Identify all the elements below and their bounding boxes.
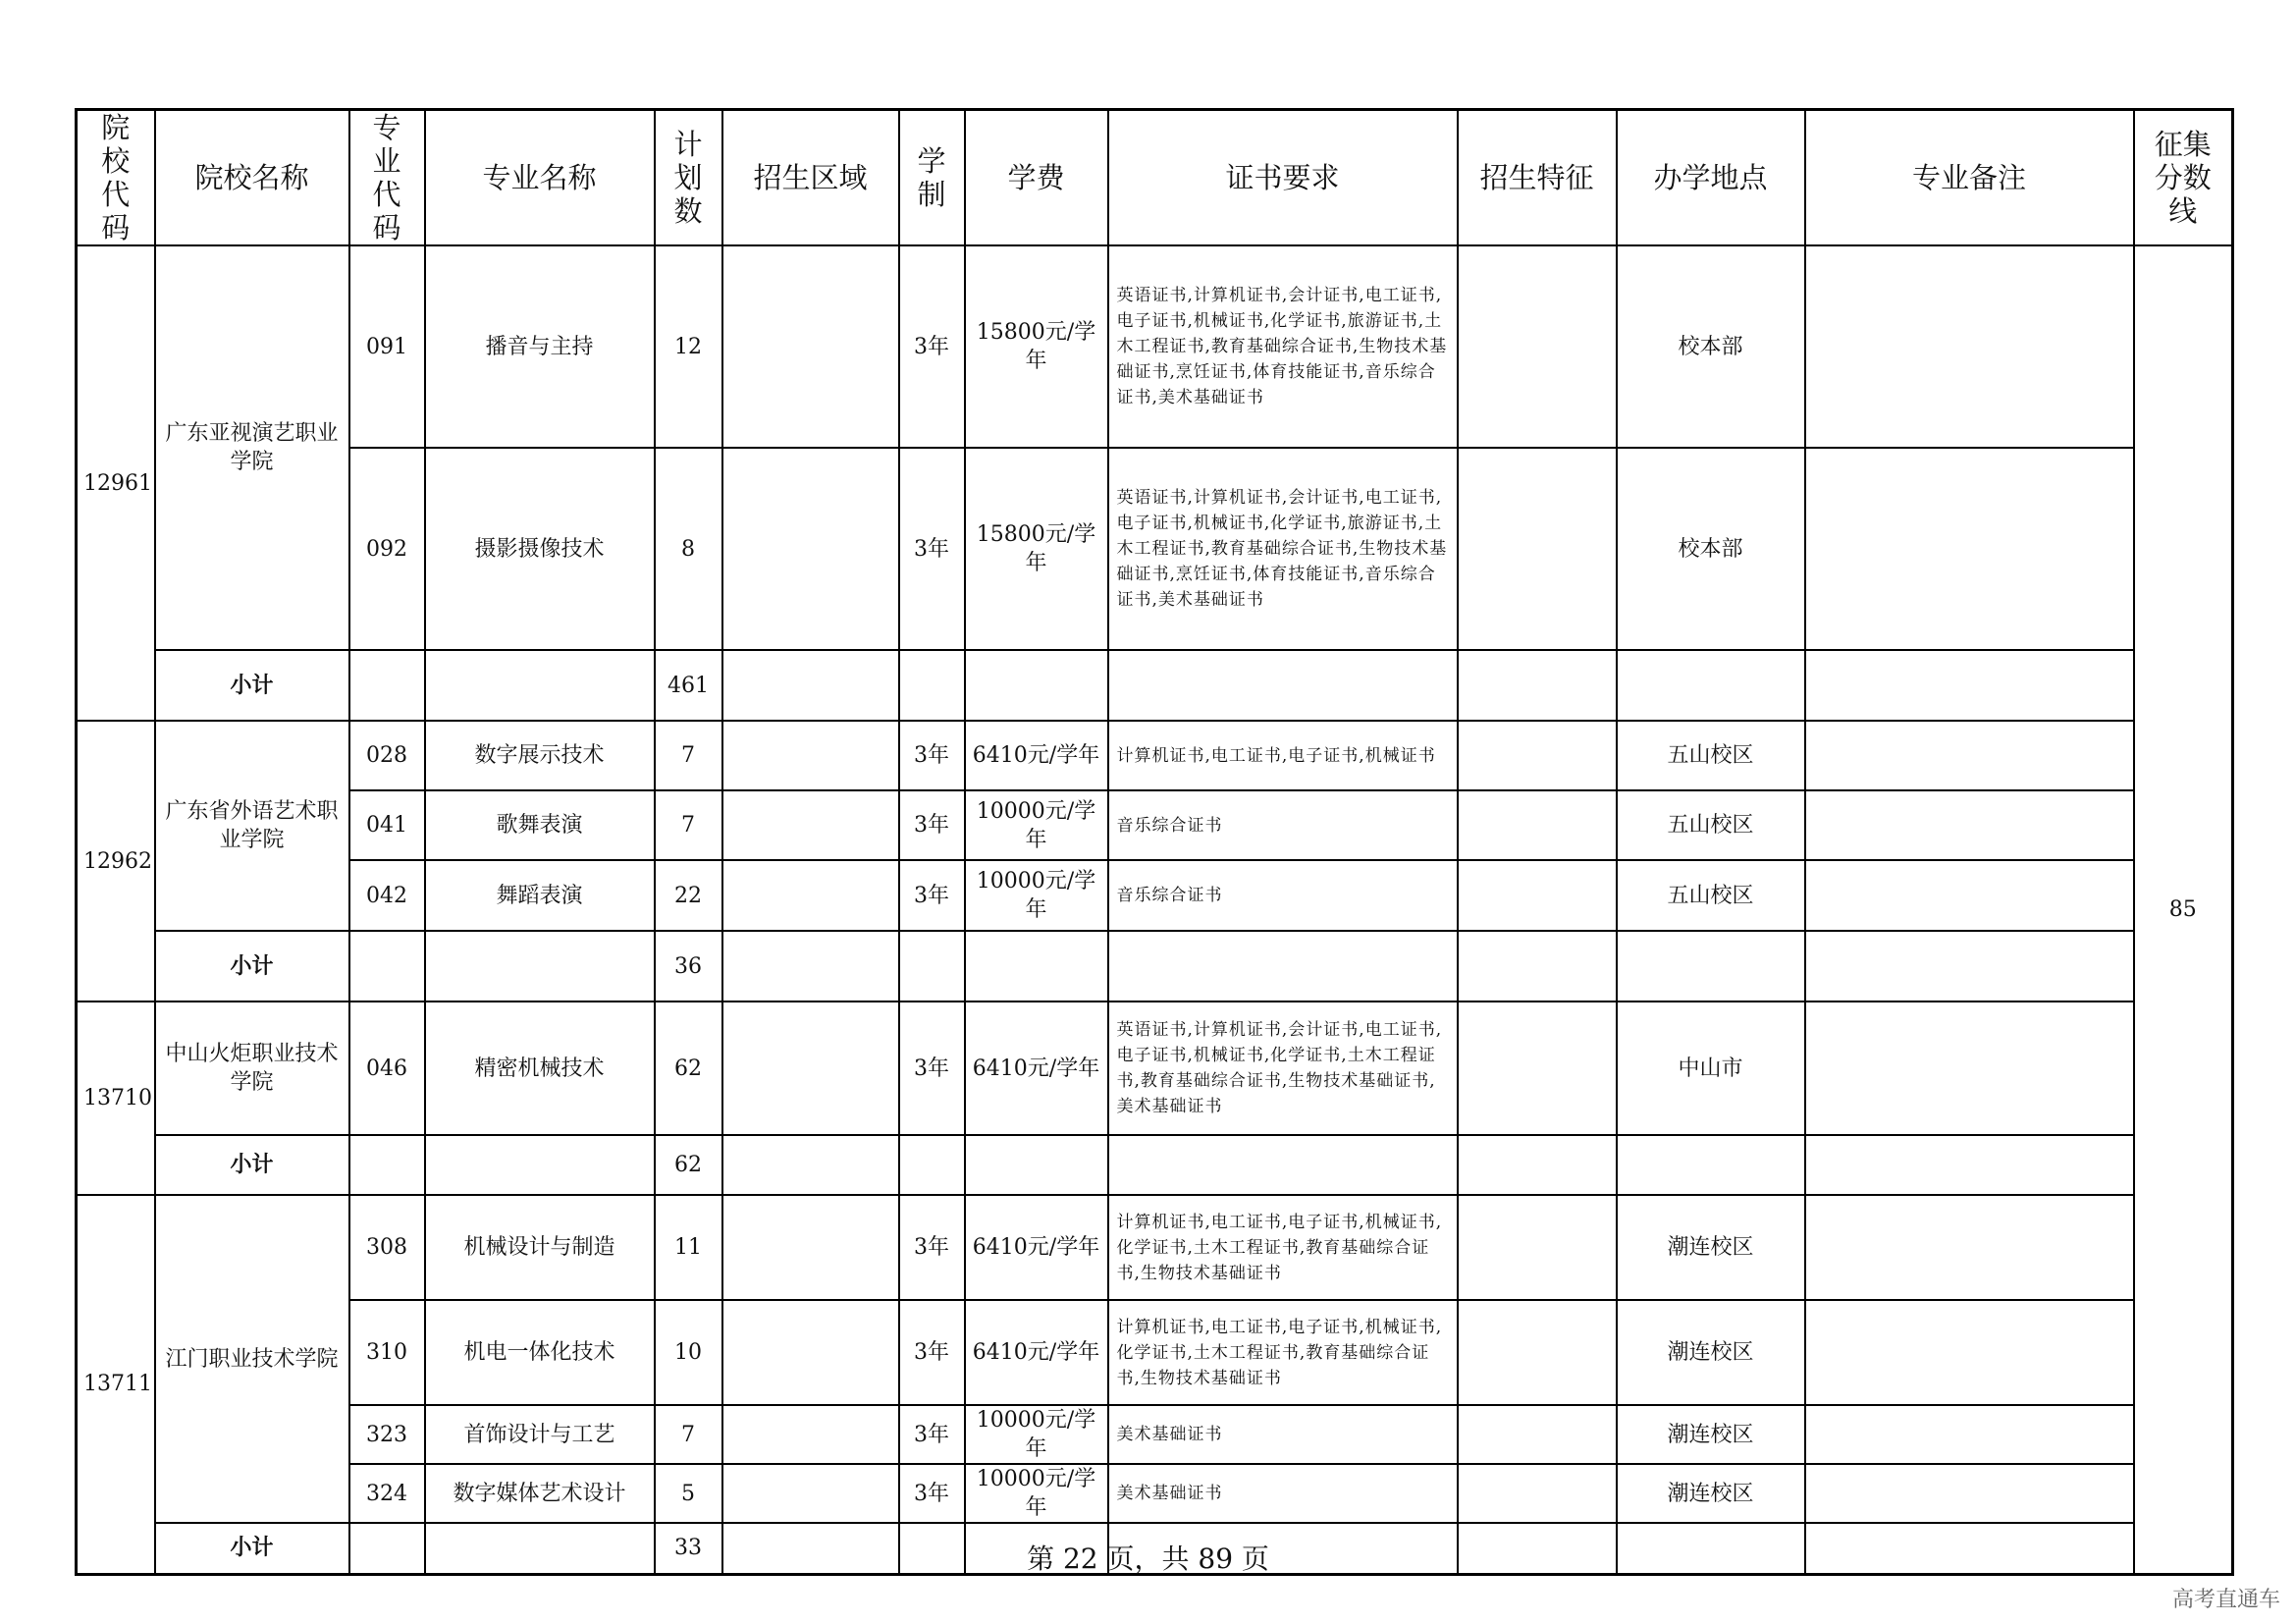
location-cell: 校本部 [1617,245,1805,448]
location-cell: 五山校区 [1617,860,1805,931]
feature-cell [1458,1001,1617,1135]
major-name: 舞蹈表演 [425,860,655,931]
region-cell [722,1195,899,1300]
subtotal-label: 小计 [155,650,349,721]
subtotal-empty-cell [899,931,965,1001]
table-row [77,790,2233,860]
subtotal-major-code [349,1135,425,1195]
feature-cell [1458,790,1617,860]
major-name: 摄影摄像技术 [425,448,655,650]
table-row [77,1195,2233,1300]
cert-cell: 音乐综合证书 [1108,790,1458,860]
plan-count: 7 [655,790,722,860]
school-name: 广东省外语艺术职业学院 [155,721,349,931]
subtotal-empty-cell [899,650,965,721]
location-cell: 潮连校区 [1617,1405,1805,1464]
location-cell: 五山校区 [1617,790,1805,860]
cert-cell: 英语证书,计算机证书,会计证书,电工证书,电子证书,机械证书,化学证书,旅游证书,土木工程证书,教育基础综合证书,生物技术基础证书,烹饪证书,体育技能证书,音乐综合证书,美术基础证书 [1108,448,1458,650]
tuition-cell: 15800元/学年 [965,245,1108,448]
location-cell: 校本部 [1617,448,1805,650]
subtotal-empty-cell [1108,1135,1458,1195]
major-code: 308 [349,1195,425,1300]
cert-cell: 美术基础证书 [1108,1464,1458,1523]
subtotal-empty-cell [1617,1135,1805,1195]
remark-cell [1805,860,2134,931]
subtotal-empty-cell [1617,931,1805,1001]
cert-cell: 英语证书,计算机证书,会计证书,电工证书,电子证书,机械证书,化学证书,土木工程证书,教育基础综合证书,生物技术基础证书,美术基础证书 [1108,1001,1458,1135]
subtotal-major-name [425,1135,655,1195]
subtotal-empty-cell [722,650,899,721]
tuition-cell: 10000元/学年 [965,1405,1108,1464]
feature-cell [1458,448,1617,650]
major-name: 精密机械技术 [425,1001,655,1135]
tuition-cell: 10000元/学年 [965,860,1108,931]
plan-count: 62 [655,1001,722,1135]
location-cell: 中山市 [1617,1001,1805,1135]
region-cell [722,1300,899,1405]
table-row [77,245,2233,448]
major-code: 046 [349,1001,425,1135]
table-body [77,245,2233,1574]
feature-cell [1458,1405,1617,1464]
region-cell [722,790,899,860]
header-school-name: 院校名称 [155,110,349,246]
table-row [77,1300,2233,1405]
subtotal-row [77,1135,2233,1195]
duration-cell: 3年 [899,721,965,790]
region-cell [722,1405,899,1464]
remark-cell [1805,790,2134,860]
subtotal-empty-cell [1108,931,1458,1001]
location-cell: 潮连校区 [1617,1300,1805,1405]
plan-count: 12 [655,245,722,448]
subtotal-major-name [425,931,655,1001]
major-name: 歌舞表演 [425,790,655,860]
feature-cell [1458,245,1617,448]
subtotal-plan: 62 [655,1135,722,1195]
plan-count: 5 [655,1464,722,1523]
remark-cell [1805,1195,2134,1300]
duration-cell: 3年 [899,1300,965,1405]
duration-cell: 3年 [899,1195,965,1300]
subtotal-empty-cell [1805,650,2134,721]
plan-count: 7 [655,721,722,790]
watermark: 高考直通车 [2171,1588,2280,1612]
header-score: 征集分数线 [2134,110,2233,246]
header-duration: 学制 [899,110,965,246]
major-code: 028 [349,721,425,790]
remark-cell [1805,721,2134,790]
subtotal-empty-cell [1458,1135,1617,1195]
tuition-cell: 6410元/学年 [965,721,1108,790]
subtotal-empty-cell [1458,931,1617,1001]
table-row [77,1464,2233,1523]
table-row [77,448,2233,650]
header-cert: 证书要求 [1108,110,1458,246]
cert-cell: 音乐综合证书 [1108,860,1458,931]
header-feature: 招生特征 [1458,110,1617,246]
duration-cell: 3年 [899,1464,965,1523]
subtotal-empty-cell [965,1135,1108,1195]
page-footer: 第 22 页，共 89 页 [1027,1543,1269,1575]
location-cell: 潮连校区 [1617,1195,1805,1300]
major-code: 323 [349,1405,425,1464]
duration-cell: 3年 [899,790,965,860]
plan-count: 10 [655,1300,722,1405]
location-cell: 潮连校区 [1617,1464,1805,1523]
tuition-cell: 15800元/学年 [965,448,1108,650]
header-location: 办学地点 [1617,110,1805,246]
major-name: 首饰设计与工艺 [425,1405,655,1464]
major-code: 310 [349,1300,425,1405]
subtotal-empty-cell [965,931,1108,1001]
subtotal-empty-cell [1805,931,2134,1001]
header-plan: 计划数 [655,110,722,246]
remark-cell [1805,448,2134,650]
subtotal-empty-cell [722,1135,899,1195]
subtotal-label: 小计 [155,1523,349,1574]
region-cell [722,721,899,790]
subtotal-plan: 36 [655,931,722,1001]
subtotal-label: 小计 [155,1135,349,1195]
table-row [77,860,2233,931]
region-cell [722,245,899,448]
feature-cell [1458,1300,1617,1405]
feature-cell [1458,1464,1617,1523]
major-code: 091 [349,245,425,448]
school-name: 广东亚视演艺职业学院 [155,245,349,650]
subtotal-empty-cell [1458,650,1617,721]
subtotal-empty-cell [1617,650,1805,721]
subtotal-label: 小计 [155,931,349,1001]
cert-cell: 计算机证书,电工证书,电子证书,机械证书,化学证书,土木工程证书,教育基础综合证书,生物技术基础证书 [1108,1300,1458,1405]
remark-cell [1805,1405,2134,1464]
subtotal-empty-cell [1805,1135,2134,1195]
subtotal-plan: 461 [655,650,722,721]
cert-cell: 英语证书,计算机证书,会计证书,电工证书,电子证书,机械证书,化学证书,旅游证书,土木工程证书,教育基础综合证书,生物技术基础证书,烹饪证书,体育技能证书,音乐综合证书,美术基础证书 [1108,245,1458,448]
major-name: 数字展示技术 [425,721,655,790]
header-region: 招生区域 [722,110,899,246]
remark-cell [1805,1464,2134,1523]
header-major-name: 专业名称 [425,110,655,246]
school-code: 13710 [77,1001,155,1195]
plan-count: 7 [655,1405,722,1464]
table-row [77,721,2233,790]
duration-cell: 3年 [899,1001,965,1135]
duration-cell: 3年 [899,1405,965,1464]
school-code: 12962 [77,721,155,1001]
subtotal-major-code [349,931,425,1001]
subtotal-empty-cell [899,1135,965,1195]
duration-cell: 3年 [899,448,965,650]
admission-table [75,108,2234,1576]
subtotal-major-name [425,650,655,721]
region-cell [722,448,899,650]
major-name: 播音与主持 [425,245,655,448]
table-row [77,1405,2233,1464]
subtotal-major-code [349,650,425,721]
major-code: 041 [349,790,425,860]
region-cell [722,860,899,931]
cert-cell: 计算机证书,电工证书,电子证书,机械证书,化学证书,土木工程证书,教育基础综合证书,生物技术基础证书 [1108,1195,1458,1300]
cert-cell: 计算机证书,电工证书,电子证书,机械证书 [1108,721,1458,790]
school-name: 中山火炬职业技术学院 [155,1001,349,1135]
cert-cell: 美术基础证书 [1108,1405,1458,1464]
header-tuition: 学费 [965,110,1108,246]
duration-cell: 3年 [899,245,965,448]
region-cell [722,1001,899,1135]
remark-cell [1805,1001,2134,1135]
tuition-cell: 10000元/学年 [965,790,1108,860]
feature-cell [1458,860,1617,931]
major-name: 数字媒体艺术设计 [425,1464,655,1523]
tuition-cell: 10000元/学年 [965,1464,1108,1523]
plan-count: 22 [655,860,722,931]
major-name: 机电一体化技术 [425,1300,655,1405]
subtotal-row [77,650,2233,721]
feature-cell [1458,721,1617,790]
location-cell: 五山校区 [1617,721,1805,790]
tuition-cell: 6410元/学年 [965,1001,1108,1135]
subtotal-row [77,931,2233,1001]
table-row [77,1001,2233,1135]
major-name: 机械设计与制造 [425,1195,655,1300]
subtotal-empty-cell [965,650,1108,721]
school-name: 江门职业技术学院 [155,1195,349,1523]
feature-cell [1458,1195,1617,1300]
major-code: 042 [349,860,425,931]
subtotal-empty-cell [1108,650,1458,721]
header-major-code: 专业代码 [349,110,425,246]
score-line: 85 [2134,245,2233,1574]
subtotal-empty-cell [722,931,899,1001]
header-row [77,110,2233,246]
plan-count: 8 [655,448,722,650]
duration-cell: 3年 [899,860,965,931]
header-school-code: 院校代码 [77,110,155,246]
header-remark: 专业备注 [1805,110,2134,246]
major-code: 092 [349,448,425,650]
tuition-cell: 6410元/学年 [965,1300,1108,1405]
remark-cell [1805,1300,2134,1405]
region-cell [722,1464,899,1523]
school-code: 13711 [77,1195,155,1574]
remark-cell [1805,245,2134,448]
subtotal-plan: 33 [655,1523,722,1574]
school-code: 12961 [77,245,155,721]
tuition-cell: 6410元/学年 [965,1195,1108,1300]
major-code: 324 [349,1464,425,1523]
plan-count: 11 [655,1195,722,1300]
